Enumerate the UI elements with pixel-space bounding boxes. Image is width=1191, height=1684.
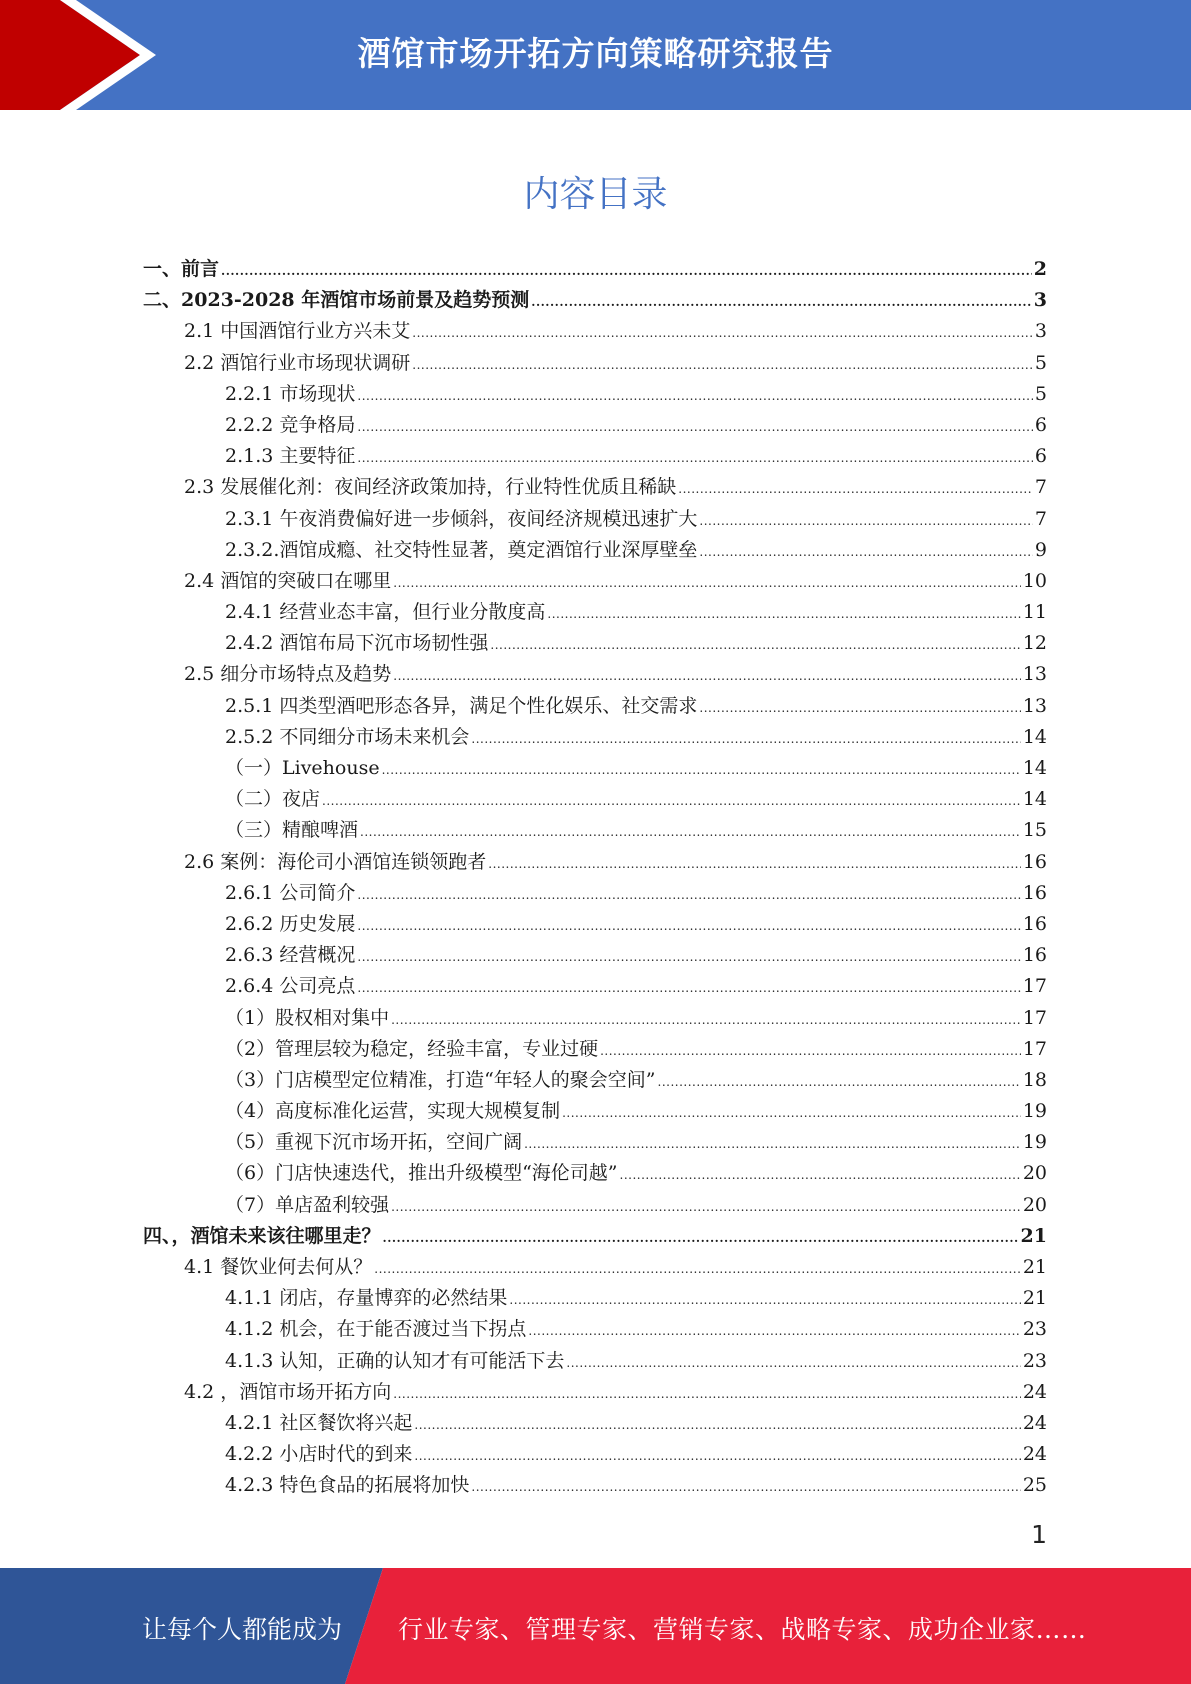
toc-entry-page: 19 <box>1022 1131 1047 1154</box>
toc-entry-title: 一、前言 <box>143 258 220 280</box>
toc-entry[interactable] <box>143 909 1047 940</box>
toc-entry[interactable] <box>143 1283 1047 1314</box>
toc-entry[interactable] <box>143 1034 1047 1065</box>
toc-entry-title: 四、，酒馆未来该往哪里走？ <box>143 1224 381 1247</box>
toc-dot-leader <box>357 419 1033 435</box>
toc-dot-leader <box>490 637 1020 653</box>
toc-entry-title: 2.4.1 经营业态丰富，但行业分散度高 <box>225 601 546 624</box>
toc-entry-title: 2.2 酒馆行业市场现状调研 <box>184 351 411 374</box>
toc-entry[interactable] <box>143 691 1047 722</box>
toc-dot-leader <box>414 1448 1020 1464</box>
toc-dot-leader <box>471 1479 1020 1495</box>
toc-entry[interactable] <box>143 1408 1047 1439</box>
toc-dot-leader <box>357 918 1020 934</box>
toc-entry-page: 11 <box>1022 601 1047 624</box>
toc-dot-leader <box>547 606 1020 622</box>
toc-dot-leader <box>600 1043 1021 1059</box>
toc-entry-page: 13 <box>1022 663 1047 686</box>
toc-entry-title: （三）精酿啤酒 <box>225 819 359 842</box>
toc-entry-title: 4.1.2 机会，在于能否渡过当下拐点 <box>225 1318 527 1341</box>
toc-entry-page: 5 <box>1034 382 1047 405</box>
toc-entry-page: 12 <box>1022 632 1047 655</box>
toc-dot-leader <box>221 263 1032 279</box>
toc-dot-leader <box>699 513 1033 529</box>
toc-entry-page: 21 <box>1020 1224 1047 1247</box>
toc-entry-page: 14 <box>1022 725 1047 748</box>
toc-entry-page: 7 <box>1034 507 1047 530</box>
toc-entry-title: 2.2.1 市场现状 <box>225 382 356 405</box>
toc-entry-title: 4.1.1 闭店，存量博弈的必然结果 <box>225 1287 508 1310</box>
toc-entry[interactable] <box>143 254 1047 285</box>
toc-entry[interactable] <box>143 379 1047 410</box>
toc-entry-page: 18 <box>1022 1068 1047 1091</box>
toc-entry[interactable] <box>143 1470 1047 1501</box>
toc-entry-page: 7 <box>1034 476 1047 499</box>
toc-entry[interactable] <box>143 1096 1047 1127</box>
page-number: 1 <box>1031 1520 1047 1549</box>
toc-entry-title: 2.3 发展催化剂：夜间经济政策加持，行业特性优质且稀缺 <box>184 476 677 499</box>
toc-entry[interactable] <box>143 285 1047 316</box>
toc-entry-title: 2.6.3 经营概况 <box>225 944 356 967</box>
toc-dot-leader <box>412 357 1033 373</box>
report-title: 酒馆市场开拓方向策略研究报告 <box>357 34 834 73</box>
toc-entry[interactable] <box>143 597 1047 628</box>
toc-entry-title: 2.6.2 历史发展 <box>225 912 356 935</box>
toc-entry[interactable] <box>143 628 1047 659</box>
toc-dot-leader <box>382 762 1021 778</box>
toc-entry-page: 17 <box>1022 975 1047 998</box>
toc-entry-title: （6）门店快速迭代，推出升级模型“海伦司越” <box>225 1162 618 1185</box>
toc-entry-page: 23 <box>1022 1349 1047 1372</box>
toc-dot-leader <box>412 325 1033 341</box>
toc-entry-page: 14 <box>1022 757 1047 779</box>
toc-entry[interactable] <box>143 722 1047 753</box>
toc-dot-leader <box>658 1074 1021 1090</box>
toc-entry[interactable] <box>143 1314 1047 1345</box>
toc-entry-page: 13 <box>1022 694 1047 717</box>
toc-entry[interactable] <box>143 504 1047 535</box>
toc-dot-leader <box>699 544 1033 560</box>
toc-entry[interactable] <box>143 1003 1047 1034</box>
toc-dot-leader <box>562 1105 1021 1121</box>
toc-entry-page: 3 <box>1034 320 1047 343</box>
toc-entry[interactable] <box>143 659 1047 690</box>
toc-dot-leader <box>566 1355 1020 1371</box>
toc-entry-title: 2.1 中国酒馆行业方兴未艾 <box>184 320 411 343</box>
toc-dot-leader <box>357 887 1020 903</box>
toc-dot-leader <box>360 824 1021 840</box>
toc-entry-page: 16 <box>1022 912 1047 935</box>
toc-dot-leader <box>391 1199 1021 1215</box>
toc-dot-leader <box>528 1323 1020 1339</box>
toc-entry[interactable] <box>143 940 1047 971</box>
toc-entry-title: （3）门店模型定位精准，打造“年轻人的聚会空间” <box>225 1068 656 1091</box>
toc-entry-page: 24 <box>1022 1443 1047 1466</box>
toc-entry-title: 2.5.2 不同细分市场未来机会 <box>225 725 470 748</box>
toc-entry-page: 21 <box>1022 1287 1047 1310</box>
toc-entry-page: 3 <box>1033 289 1047 312</box>
toc-entry-page: 20 <box>1022 1193 1047 1216</box>
toc-dot-leader <box>357 949 1020 965</box>
toc-entry-title: （5）重视下沉市场开拓，空间广阔 <box>225 1131 523 1154</box>
toc-entry-page: 16 <box>1022 944 1047 967</box>
toc-entry-page: 10 <box>1022 569 1047 592</box>
footer-slogan-right: 行业专家、管理专家、营销专家、战略专家、成功企业家…… <box>398 1615 1087 1644</box>
toc-entry[interactable] <box>143 1065 1047 1096</box>
toc-entry-title: （7）单店盈利较强 <box>225 1193 390 1216</box>
toc-dot-leader <box>678 481 1033 497</box>
toc-entry[interactable] <box>143 348 1047 379</box>
toc-dot-leader <box>391 1012 1021 1028</box>
toc-entry[interactable] <box>143 1252 1047 1283</box>
toc-dot-leader <box>393 575 1021 591</box>
toc-dot-leader <box>393 668 1021 684</box>
toc-entry-page: 17 <box>1022 1006 1047 1029</box>
toc-entry-title: （4）高度标准化运营，实现大规模复制 <box>225 1100 561 1123</box>
toc-entry[interactable] <box>143 1127 1047 1158</box>
toc-entry-title: 2.4.2 酒馆布局下沉市场韧性强 <box>225 632 489 655</box>
toc-entry-title: 2.4 酒馆的突破口在哪里 <box>184 569 392 592</box>
toc-entry[interactable] <box>143 1346 1047 1377</box>
toc-entry-title: （一）Livehouse <box>225 757 380 779</box>
toc-entry-page: 24 <box>1022 1380 1047 1403</box>
toc-entry[interactable] <box>143 1190 1047 1221</box>
toc-entry-title: 4.2.3 特色食品的拓展将加快 <box>225 1474 470 1497</box>
toc-entry-title: 4.1 餐饮业何去何从？ <box>184 1256 373 1278</box>
toc-entry[interactable] <box>143 316 1047 347</box>
toc-entry[interactable] <box>143 878 1047 909</box>
toc-entry[interactable] <box>143 566 1047 597</box>
toc-dot-leader <box>699 700 1020 716</box>
toc-entry-title: （2）管理层较为稳定，经验丰富，专业过硬 <box>225 1037 599 1060</box>
toc-entry-page: 21 <box>1022 1256 1047 1278</box>
toc-entry-title: 4.2.1 社区餐饮将兴起 <box>225 1411 413 1434</box>
toc-dot-leader <box>524 1136 1021 1152</box>
toc-dot-leader <box>414 1417 1020 1433</box>
toc-heading: 内容目录 <box>523 174 668 215</box>
toc-entry-title: 2.1.3 主要特征 <box>225 445 356 468</box>
toc-entry-page: 23 <box>1022 1318 1047 1341</box>
toc-entry-title: 4.2 ，酒馆市场开拓方向 <box>184 1380 392 1403</box>
toc-dot-leader <box>357 388 1033 404</box>
toc-entry-page: 5 <box>1034 351 1047 374</box>
toc-entry-title: （1）股权相对集中 <box>225 1006 390 1029</box>
toc-entry[interactable] <box>143 847 1047 878</box>
toc-entry[interactable] <box>143 784 1047 815</box>
toc-entry[interactable] <box>143 472 1047 503</box>
toc-dot-leader <box>531 294 1032 310</box>
toc-entry-page: 16 <box>1022 881 1047 904</box>
toc-entry-title: （二）夜店 <box>225 788 321 811</box>
toc-entry-title: 4.1.3 认知，正确的认知才有可能活下去 <box>225 1349 565 1372</box>
toc-entry-page: 6 <box>1034 413 1047 436</box>
toc-entry-page: 9 <box>1034 538 1047 561</box>
page-footer <box>0 1568 1191 1684</box>
toc-entry-page: 25 <box>1022 1474 1047 1497</box>
footer-slogan-left: 让每个人都能成为 <box>142 1615 343 1644</box>
toc-entry-title: 2.6.4 公司亮点 <box>225 975 356 998</box>
toc-entry[interactable] <box>143 410 1047 441</box>
toc-entry-title: 2.5.1 四类型酒吧形态各异，满足个性化娱乐、社交需求 <box>225 694 698 717</box>
toc-dot-leader <box>357 450 1033 466</box>
toc-entry-title: 4.2.2 小店时代的到来 <box>225 1443 413 1466</box>
toc-dot-leader <box>509 1292 1020 1308</box>
toc-dot-leader <box>471 731 1020 747</box>
toc-entry-page: 15 <box>1022 819 1047 842</box>
table-of-contents <box>143 254 1047 1502</box>
toc-entry[interactable] <box>143 1158 1047 1189</box>
toc-dot-leader <box>322 793 1021 809</box>
toc-entry-page: 20 <box>1022 1162 1047 1185</box>
toc-entry-page: 6 <box>1034 445 1047 468</box>
toc-entry[interactable] <box>143 535 1047 566</box>
toc-entry[interactable] <box>143 1439 1047 1470</box>
toc-entry-title: 2.5 细分市场特点及趋势 <box>184 663 392 686</box>
toc-entry[interactable] <box>143 815 1047 846</box>
toc-entry-title: 2.3.1 午夜消费偏好进一步倾斜，夜间经济规模迅速扩大 <box>225 507 698 530</box>
toc-entry-page: 14 <box>1022 788 1047 811</box>
toc-entry-page: 2 <box>1033 258 1047 280</box>
toc-entry[interactable] <box>143 1377 1047 1408</box>
toc-entry[interactable] <box>143 753 1047 784</box>
toc-entry-title: 2.6 案例：海伦司小酒馆连锁领跑者 <box>184 850 487 873</box>
toc-entry-title: 二、2023-2028 年酒馆市场前景及趋势预测 <box>143 289 530 312</box>
page-header <box>0 0 1191 110</box>
toc-dot-leader <box>383 1230 1019 1246</box>
toc-entry-page: 16 <box>1022 850 1047 873</box>
toc-dot-leader <box>620 1167 1021 1183</box>
toc-entry[interactable] <box>143 441 1047 472</box>
toc-dot-leader <box>393 1386 1021 1402</box>
toc-entry-page: 19 <box>1022 1100 1047 1123</box>
toc-entry-title: 2.2.2 竞争格局 <box>225 413 356 436</box>
toc-dot-leader <box>488 856 1021 872</box>
toc-entry-page: 17 <box>1022 1037 1047 1060</box>
toc-dot-leader <box>374 1261 1021 1277</box>
toc-entry-title: 2.3.2.酒馆成瘾、社交特性显著，奠定酒馆行业深厚壁垒 <box>225 538 698 561</box>
toc-entry-title: 2.6.1 公司简介 <box>225 881 356 904</box>
toc-dot-leader <box>357 980 1020 996</box>
toc-entry[interactable] <box>143 1221 1047 1252</box>
toc-entry[interactable] <box>143 971 1047 1002</box>
toc-entry-page: 24 <box>1022 1411 1047 1434</box>
